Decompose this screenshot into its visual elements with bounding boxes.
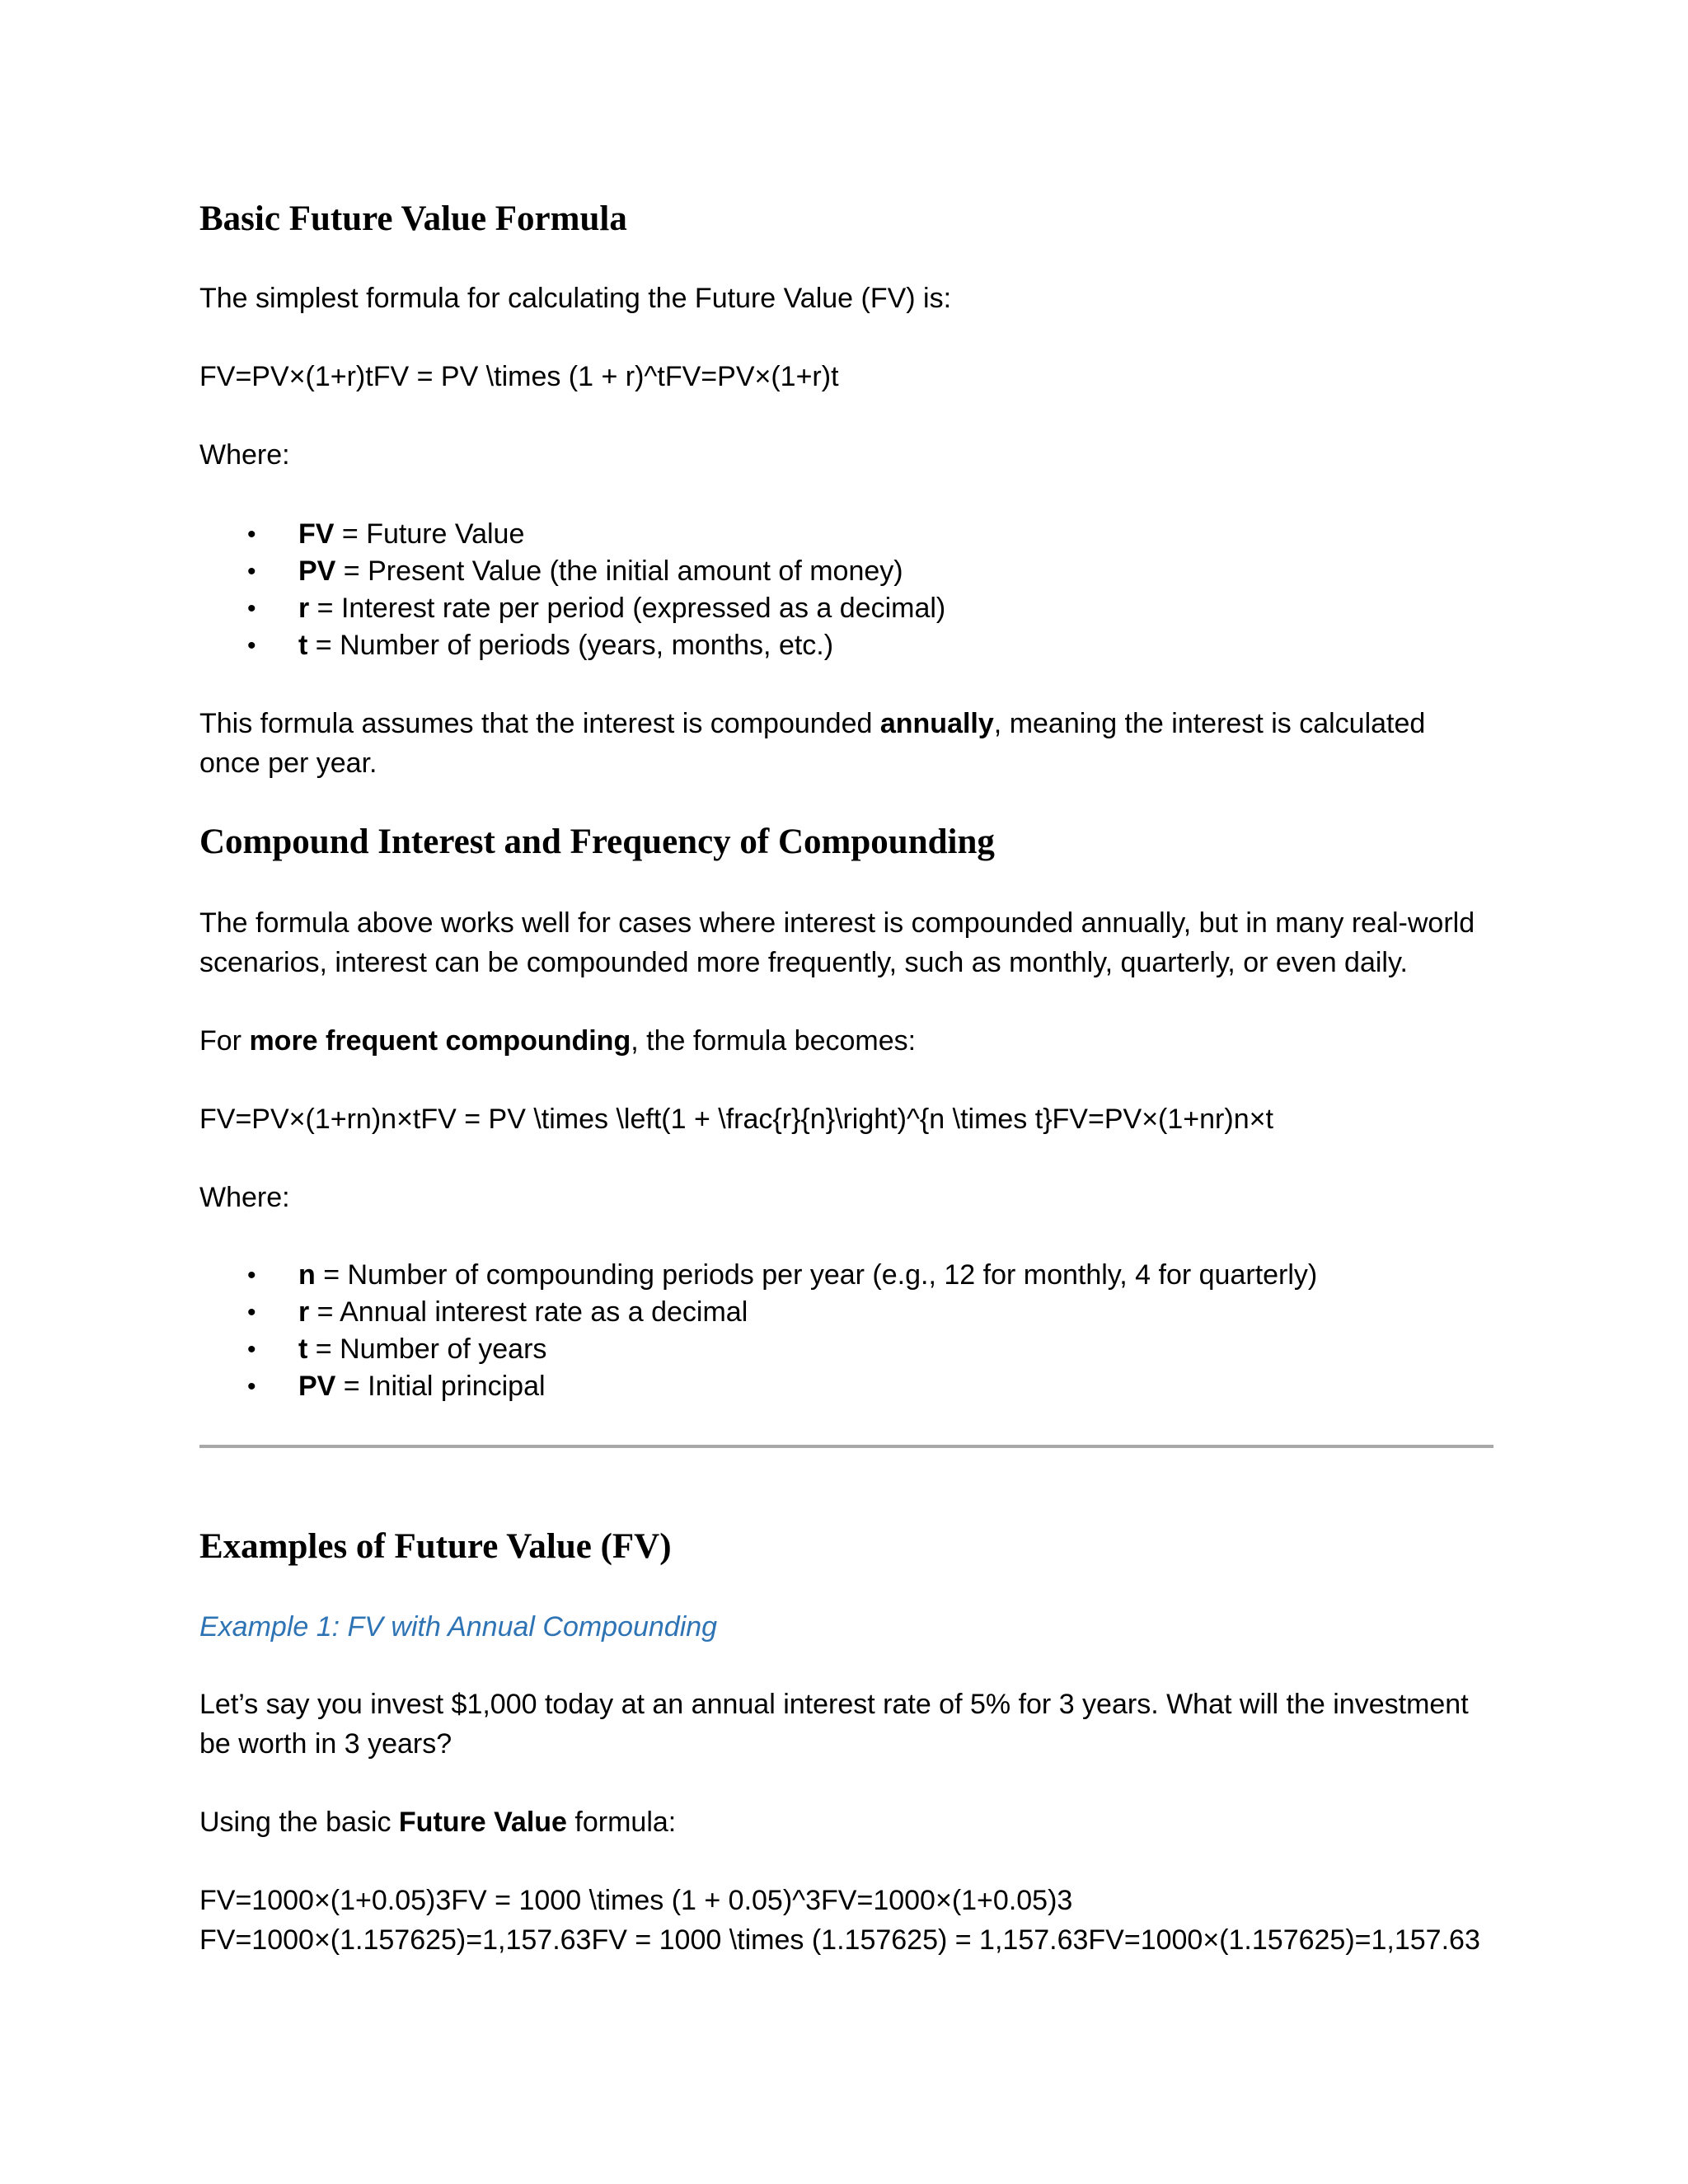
term-label: n — [298, 1259, 316, 1291]
term-label: r — [298, 1296, 310, 1328]
annual-compounding-note: This formula assumes that the interest is compounded annually, meaning the interest is calculated once per year. — [199, 708, 1426, 779]
horizontal-divider — [199, 1445, 1493, 1448]
list-item — [199, 627, 1493, 664]
bullet-icon: • — [247, 1262, 256, 1289]
term-description: = Number of years — [307, 1333, 547, 1365]
term-label: FV — [298, 518, 335, 550]
annually-emphasis: annually — [879, 708, 994, 739]
variable-definitions-list — [199, 516, 1493, 664]
term-label: r — [298, 593, 310, 624]
bullet-icon: • — [247, 558, 256, 585]
frequent-compounding-emphasis: more frequent compounding — [249, 1025, 631, 1057]
frequent-compounding-lead: For more frequent compounding, the formula becomes: — [199, 1025, 917, 1057]
bullet-icon: • — [247, 1299, 256, 1326]
bullet-icon: • — [247, 632, 256, 659]
compounding-intro-paragraph: The formula above works well for cases where interest is compounded annually, but in many real-world scenarios, interest can be compounded more frequently, such as monthly, quarterly, or even daily. — [199, 907, 1475, 978]
intro-paragraph: The simplest formula for calculating the Future Value (FV) is: — [199, 283, 952, 314]
compounding-variable-list — [199, 1257, 1493, 1405]
term-description: = Initial principal — [335, 1371, 546, 1402]
list-item — [199, 1257, 1493, 1294]
list-item — [199, 1331, 1493, 1368]
list-item — [199, 553, 1493, 590]
future-value-emphasis: Future Value — [398, 1807, 567, 1838]
term-description: = Annual interest rate as a decimal — [309, 1296, 748, 1328]
term-label: PV — [298, 1371, 336, 1402]
compound-fv-formula: FV=PV×(1+rn)n×tFV = PV \times \left(1 + \frac{r}{n}\right)^{n \times t}FV=PV×(1+nr)n×t — [199, 1104, 1273, 1135]
example-question: Let’s say you invest $1,000 today at an annual interest rate of 5% for 3 years. What will the investment be worth in 3 years? — [199, 1689, 1469, 1760]
example-1-title: Example 1: FV with Annual Compounding — [199, 1611, 718, 1643]
bullet-icon: • — [247, 595, 256, 622]
basic-fv-formula: FV=PV×(1+r)tFV = PV \times (1 + r)^tFV=PV×(1+r)t — [199, 361, 839, 392]
list-item — [199, 516, 1493, 553]
term-label: PV — [298, 555, 336, 587]
list-item — [199, 590, 1493, 627]
term-description: = Future Value — [334, 518, 525, 550]
bullet-icon: • — [247, 1336, 256, 1363]
term-label: t — [298, 630, 308, 661]
term-description: = Number of periods (years, months, etc.) — [307, 630, 834, 661]
example-calculation: FV=1000×(1+0.05)3FV = 1000 \times (1 + 0.05)^3FV=1000×(1+0.05)3 FV=1000×(1.157625)=1,157.63FV = 1000 \times (1.157625) = 1,157.63FV=1000×(1.157625)=1,157.63 — [199, 1885, 1480, 1956]
list-item — [199, 1368, 1493, 1405]
term-label: t — [298, 1333, 308, 1365]
using-formula-line: Using the basic Future Value formula: — [199, 1807, 677, 1838]
bullet-icon: • — [247, 1373, 256, 1400]
list-item — [199, 1294, 1493, 1331]
bullet-icon: • — [247, 521, 256, 548]
term-description: = Interest rate per period (expressed as a decimal) — [309, 593, 946, 624]
section-heading-basic-fv: Basic Future Value Formula — [199, 199, 627, 238]
term-description: = Number of compounding periods per year (e.g., 12 for monthly, 4 for quarterly) — [315, 1259, 1318, 1291]
where-label: Where: — [199, 1182, 290, 1213]
section-heading-compound-interest: Compound Interest and Frequency of Compounding — [199, 823, 995, 861]
term-description: = Present Value (the initial amount of money) — [335, 555, 903, 587]
section-heading-fv-examples: Examples of Future Value (FV) — [199, 1527, 672, 1566]
where-label: Where: — [199, 439, 290, 471]
